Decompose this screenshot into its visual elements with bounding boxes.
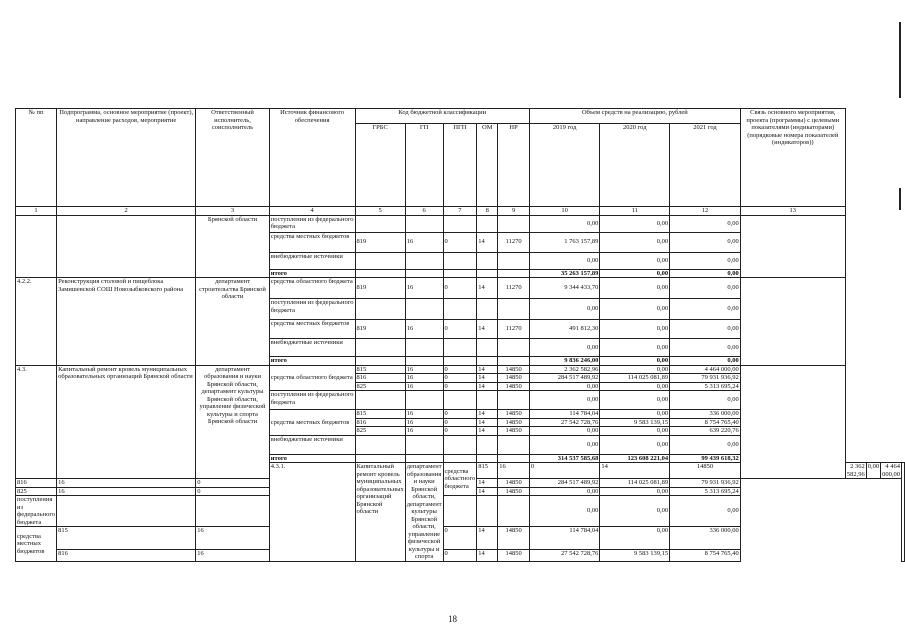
code-om: 14: [477, 410, 498, 419]
code-grbs: 819: [355, 232, 405, 252]
total-2019: 314 537 585,68: [529, 454, 600, 463]
source-federal: поступления из федерального бюджета: [17, 496, 56, 526]
code-om: 14: [477, 382, 498, 391]
code-gp: 16: [405, 382, 443, 391]
code-gp: 16: [405, 365, 443, 374]
col-header-volume-group: Объем средств на реализацию, рублей: [529, 109, 740, 124]
amount-2020: 0,00: [600, 410, 670, 419]
col-number: 2: [57, 207, 196, 216]
col-header-2021: 2021 год: [670, 124, 741, 207]
col-header-pgp: ПГП: [443, 124, 477, 207]
amount-2021: 0,00: [670, 435, 741, 454]
code-pgp: 0: [443, 365, 477, 374]
code-nr: 14850: [498, 382, 530, 391]
amount-2019: 2 362 582,96: [529, 365, 600, 374]
amount-2020: 0,00: [600, 435, 670, 454]
col-number: 12: [670, 207, 741, 216]
code-nr: 14850: [498, 479, 530, 488]
code-om: 14: [477, 365, 498, 374]
col-header-gp: ГП: [405, 124, 443, 207]
amount-2019: 0,00: [529, 496, 600, 527]
code-gp: 16: [498, 463, 530, 479]
row-name: Капитальный ремонт кровель муниципальных образовательных организаций Брянской области: [57, 365, 196, 479]
code-gp: 16: [405, 418, 443, 427]
row-name: Реконструкция столовой и пищеблока Замишевской СОШ Новозыбковского района: [57, 278, 196, 366]
code-grbs: 815: [355, 410, 405, 419]
source-total: итого: [269, 454, 355, 463]
code-grbs: 815: [355, 365, 405, 374]
code-gp: 16: [405, 410, 443, 419]
amount-2021: 0,00: [670, 252, 741, 269]
code-nr: 14850: [498, 487, 530, 496]
amount-2020: 0,00: [600, 527, 670, 550]
source-local: средства местных бюджетов: [269, 410, 355, 436]
source-federal: поступления из федерального бюджета: [269, 299, 355, 320]
code-om: 14: [477, 320, 498, 339]
amount-2020: 0,00: [600, 339, 670, 357]
amount-2020: 114 025 081,89: [600, 374, 670, 383]
code-om: 14: [477, 418, 498, 427]
code-gp: 16: [405, 427, 443, 436]
col-header-grbs: ГРБС: [355, 124, 405, 207]
source-extra: внебюджетные источники: [269, 252, 355, 269]
table-row: [16, 215, 905, 232]
code-om: 14: [477, 479, 498, 488]
row-executor: департамент строительства Брянской области: [196, 278, 269, 366]
amount-2021: 0,00: [670, 320, 741, 339]
source-federal: поступления из федерального бюджета: [270, 215, 354, 230]
source-local: средства местных бюджетов: [269, 232, 355, 252]
row-link-cell: [740, 365, 845, 479]
amount-2020: 9 583 139,15: [600, 418, 670, 427]
row-num: 4.3.1.: [269, 463, 355, 562]
budget-table-container: [15, 108, 905, 562]
code-grbs: 816: [16, 479, 57, 488]
col-header-nr: НР: [498, 124, 530, 207]
row-num-cell: [16, 215, 57, 278]
code-nr: 14850: [498, 374, 530, 383]
total-2020: 0,00: [600, 269, 670, 278]
total-2020: 123 608 221,04: [600, 454, 670, 463]
page-number: 18: [448, 614, 457, 624]
code-grbs: 815: [57, 527, 196, 550]
code-om: 14: [477, 278, 498, 299]
source-federal: поступления из федерального бюджета: [269, 391, 355, 410]
col-number: 6: [405, 207, 443, 216]
code-pgp: 0: [443, 278, 477, 299]
source-total: итого: [269, 357, 355, 366]
row-num: 4.2.2.: [16, 278, 57, 366]
col-number: 11: [600, 207, 670, 216]
amount-2019: 0,00: [529, 427, 600, 436]
source-regional: средства областного бюджета: [269, 278, 355, 299]
code-nr: 14850: [498, 527, 530, 550]
amount-2020: 0,00: [600, 382, 670, 391]
code-gp: 16: [196, 527, 269, 550]
code-pgp: 0: [443, 549, 477, 561]
row-executor: департамент образования и науки Брянской области, департамент культуры Брянской области, управление физической культуры и спорта Брянской области: [196, 365, 269, 479]
source-local: средства местных бюджетов: [269, 320, 355, 339]
code-pgp: 0: [196, 479, 269, 488]
amount-2020: 0,00: [600, 320, 670, 339]
table-row: [16, 527, 905, 550]
amount-2019: 284 517 489,92: [529, 479, 600, 488]
code-grbs: 816: [355, 418, 405, 427]
amount-2020: 0,00: [600, 278, 670, 299]
table-row: [16, 278, 905, 299]
code-nr: 14850: [498, 549, 530, 561]
code-nr: 11270: [498, 232, 530, 252]
amount-2021: 8 754 765,40: [670, 549, 741, 561]
total-2021: 99 439 618,32: [670, 454, 741, 463]
amount-2021: 4 464 000,00: [882, 463, 900, 478]
row-link-cell: [740, 278, 845, 366]
col-header-program: Подпрограмма, основное мероприятие (проект), направление расходов, мероприятие: [57, 109, 196, 207]
amount-2019: 2 362 582,96: [846, 463, 865, 478]
amount-2021: 4 464 000,00: [670, 365, 741, 374]
code-grbs: 825: [16, 487, 57, 496]
code-nr: 14850: [670, 463, 741, 479]
code-pgp: 0: [443, 418, 477, 427]
amount-2021: 79 931 936,92: [670, 374, 741, 383]
amount-2019: 114 784,04: [529, 410, 600, 419]
code-pgp: 0: [443, 382, 477, 391]
amount-2019: 1 763 157,89: [529, 232, 600, 252]
code-nr: 14850: [498, 410, 530, 419]
amount-2021: 8 754 765,40: [670, 418, 741, 427]
code-grbs: 816: [57, 549, 196, 561]
col-number: 13: [740, 207, 845, 216]
code-nr: 14850: [498, 427, 530, 436]
amount-2019: 27 542 728,76: [529, 549, 600, 561]
total-2020: 0,00: [600, 357, 670, 366]
amount-2020: 0,00: [600, 299, 670, 320]
col-number: 8: [477, 207, 498, 216]
amount-2021: 5 313 695,24: [670, 487, 741, 496]
col-number: 9: [498, 207, 530, 216]
row-name: Капитальный ремонт кровель муниципальных образовательных организаций Брянской области: [355, 463, 405, 562]
code-om: 14: [477, 427, 498, 436]
col-header-link: Связь основного мероприятия, проекта (программы) с целевыми показателями (индикаторами) (порядковые номера показателей (индикаторов)): [740, 109, 845, 207]
amount-2021: 0,00: [670, 391, 741, 410]
amount-2021: 639 220,76: [670, 427, 741, 436]
col-header-code-group: Код бюджетной классификации: [355, 109, 529, 124]
amount-2020: 0,00: [866, 463, 880, 479]
code-grbs: 819: [355, 320, 405, 339]
code-gp: 16: [405, 278, 443, 299]
col-header-num: № пп: [16, 109, 57, 207]
col-number: 1: [16, 207, 57, 216]
amount-2019: 284 517 489,92: [529, 374, 600, 383]
code-grbs: 825: [355, 427, 405, 436]
amount-2021: 79 931 936,92: [670, 479, 741, 488]
code-pgp: 0: [443, 320, 477, 339]
code-pgp: 0: [443, 427, 477, 436]
code-grbs: 816: [355, 374, 405, 383]
code-gp: 16: [196, 549, 269, 561]
code-nr: 14850: [498, 365, 530, 374]
budget-table: [15, 108, 905, 562]
amount-2019: 0,00: [529, 391, 600, 410]
source-local: средства местных бюджетов: [16, 527, 57, 562]
col-header-om: ОМ: [477, 124, 498, 207]
code-grbs: 825: [355, 382, 405, 391]
code-om: 14: [477, 232, 498, 252]
row-executor: Брянской области: [196, 215, 269, 278]
table-row: [16, 549, 905, 561]
col-header-source: Источник финансового обеспечения: [269, 109, 355, 207]
code-nr: 14850: [498, 418, 530, 427]
amount-2021: 336 000,00: [670, 527, 741, 550]
row-executor: департамент образования и науки Брянской области, департамент культуры Брянской области, управление физической культуры и спорта: [406, 463, 442, 560]
row-num: 4.3.: [16, 365, 57, 479]
code-pgp: 0: [443, 527, 477, 550]
amount-2019: 0,00: [529, 252, 600, 269]
table-row: [16, 496, 905, 527]
amount-2019: 0,00: [529, 339, 600, 357]
code-gp: 16: [57, 479, 196, 488]
amount-2021: 0,00: [670, 215, 741, 232]
amount-2019: 27 542 728,76: [529, 418, 600, 427]
amount-2021: 0,00: [670, 278, 741, 299]
code-gp: 16: [57, 487, 196, 496]
code-nr: 11270: [498, 278, 530, 299]
amount-2020: 0,00: [600, 365, 670, 374]
total-2021: 0,00: [670, 269, 741, 278]
col-header-2019: 2019 год: [529, 124, 600, 207]
code-om: 14: [477, 374, 498, 383]
total-2019: 35 263 157,89: [529, 269, 600, 278]
row-name-cell: [57, 215, 196, 278]
code-nr: 11270: [498, 320, 530, 339]
col-number: 5: [355, 207, 405, 216]
code-gp: 16: [405, 374, 443, 383]
amount-2019: 0,00: [529, 215, 600, 232]
amount-2020: 0,00: [600, 391, 670, 410]
source-extra: внебюджетные источники: [269, 339, 355, 357]
amount-2021: 0,00: [670, 232, 741, 252]
amount-2019: 114 784,04: [529, 527, 600, 550]
code-grbs: 819: [355, 278, 405, 299]
source-total: итого: [269, 269, 355, 278]
col-number: 10: [529, 207, 600, 216]
code-gp: 16: [405, 320, 443, 339]
code-om: 14: [477, 487, 498, 496]
code-pgp: 0: [443, 232, 477, 252]
col-number: 7: [443, 207, 477, 216]
code-om: 14: [477, 549, 498, 561]
amount-2021: 0,00: [670, 496, 741, 527]
table-row: [16, 365, 905, 374]
source-regional: средства областного бюджета: [269, 365, 355, 391]
amount-2019: 491 812,30: [529, 320, 600, 339]
code-om: 14: [600, 463, 670, 479]
amount-2021: 5 313 695,24: [670, 382, 741, 391]
col-header-2020: 2020 год: [600, 124, 670, 207]
code-om: 14: [477, 527, 498, 550]
total-2021: 0,00: [670, 357, 741, 366]
code-gp: 16: [405, 232, 443, 252]
col-number: 3: [196, 207, 269, 216]
amount-2019: 0,00: [529, 382, 600, 391]
amount-2020: 114 025 081,89: [600, 479, 670, 488]
amount-2019: 0,00: [529, 487, 600, 496]
amount-2019: 0,00: [529, 435, 600, 454]
amount-2020: 9 583 139,15: [600, 549, 670, 561]
amount-2021: 0,00: [670, 339, 741, 357]
amount-2019: 9 344 433,70: [529, 278, 600, 299]
code-pgp: 0: [529, 463, 600, 479]
amount-2021: 0,00: [670, 299, 741, 320]
amount-2020: 0,00: [600, 496, 670, 527]
page-edge-mark: [899, 22, 901, 98]
col-header-executor: Ответственный исполнитель, соисполнитель: [196, 109, 269, 207]
amount-2019: 0,00: [529, 299, 600, 320]
amount-2020: 0,00: [600, 252, 670, 269]
row-link-cell: [740, 215, 845, 278]
code-pgp: 0: [443, 410, 477, 419]
amount-2020: 0,00: [600, 487, 670, 496]
code-pgp: 0: [443, 374, 477, 383]
total-2019: 9 836 246,00: [529, 357, 600, 366]
amount-2020: 0,00: [600, 215, 670, 232]
col-number: 4: [269, 207, 355, 216]
code-pgp: 0: [196, 487, 269, 496]
amount-2020: 0,00: [600, 232, 670, 252]
amount-2020: 0,00: [600, 427, 670, 436]
source-extra: внебюджетные источники: [269, 435, 355, 454]
row-link-cell: [902, 463, 905, 562]
code-grbs: 815: [477, 463, 498, 479]
amount-2021: 336 000,00: [670, 410, 741, 419]
source-regional: средства областного бюджета: [443, 463, 477, 496]
